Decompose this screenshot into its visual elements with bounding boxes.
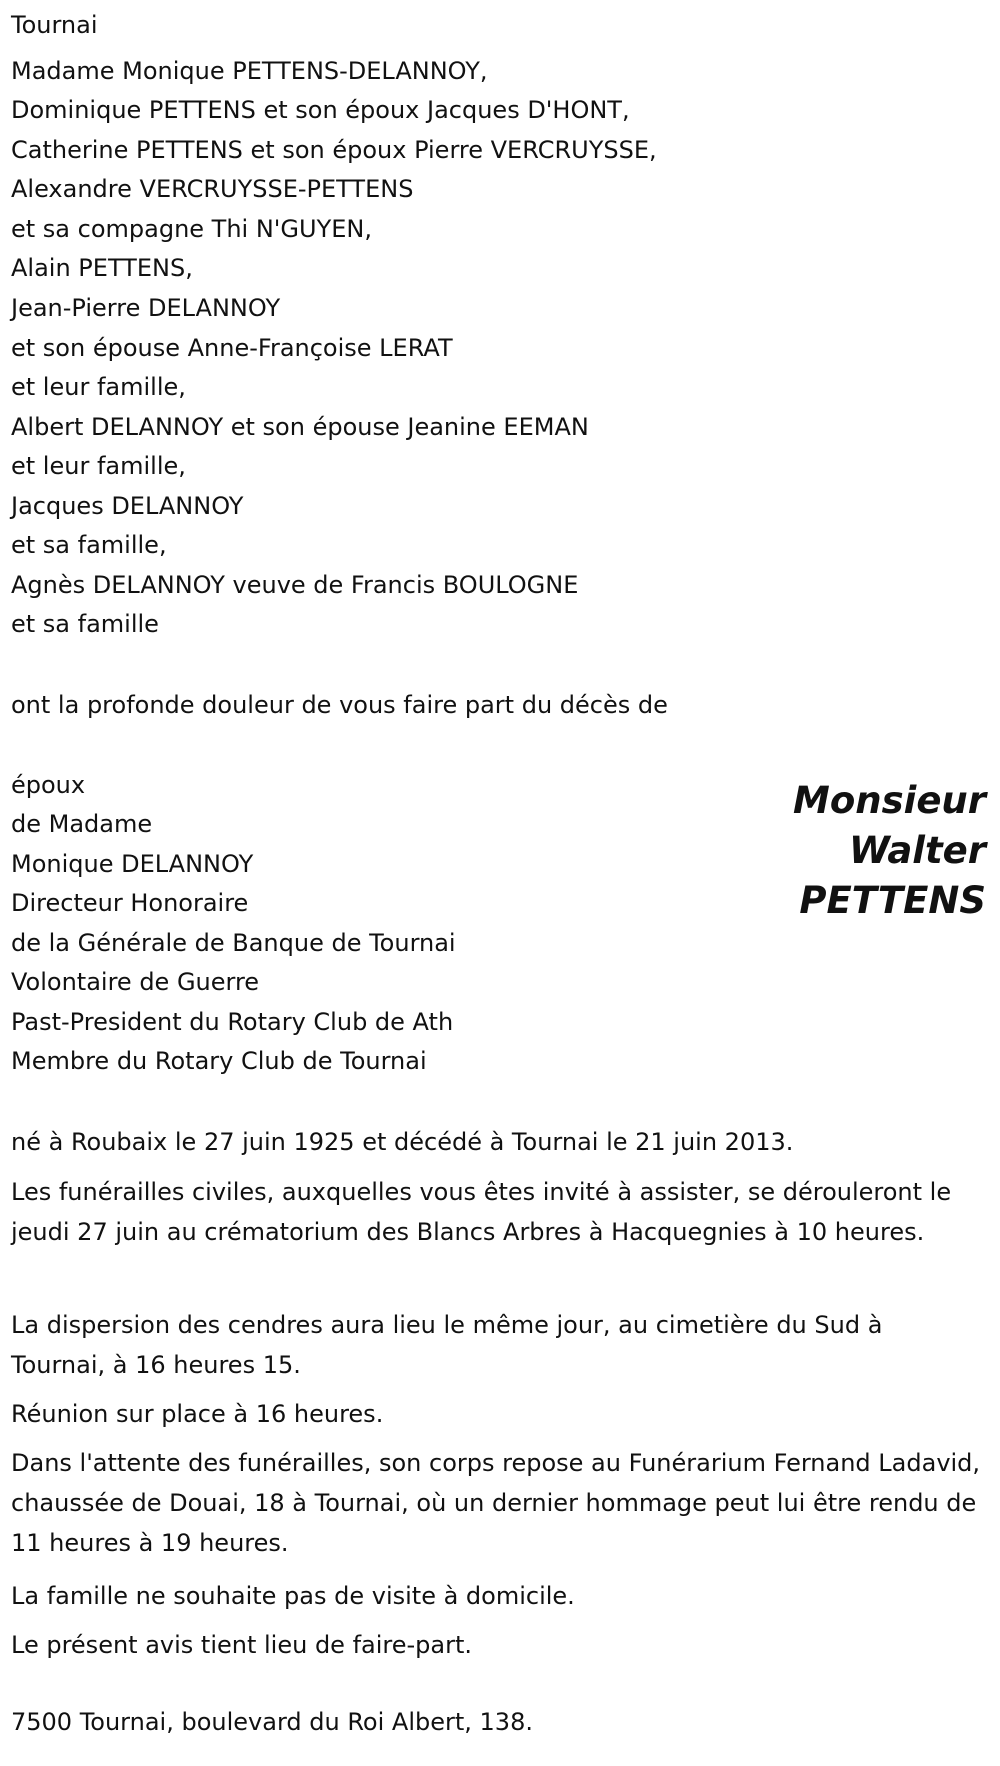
no-visit-paragraph: La famille ne souhaite pas de visite à domicile. [11,1582,575,1610]
family-line: et sa famille, [11,531,167,559]
family-line: et son épouse Anne-Françoise LERAT [11,334,453,362]
detail-line: Past-President du Rotary Club de Ath [11,1008,454,1036]
detail-line: Directeur Honoraire [11,889,249,917]
deceased-first-name: Walter [849,829,986,872]
family-line: Dominique PETTENS et son époux Jacques D'HONT, [11,96,630,124]
announcement: ont la profonde douleur de vous faire part du décès de [11,691,668,719]
detail-line: Monique DELANNOY [11,850,254,878]
family-line: Albert DELANNOY et son épouse Jeanine EEMAN [11,413,589,441]
funerarium-paragraph: Dans l'attente des funérailles, son corps repose au Funérarium Fernand Ladavid, chaussée de Douai, 18 à Tournai, où un dernier hommage peut lui être rendu de 11 heures à 19 heures. [11,1449,981,1557]
family-line: Alain PETTENS, [11,254,193,282]
family-line: et sa famille [11,610,159,638]
detail-line: Membre du Rotary Club de Tournai [11,1047,427,1075]
deceased-last-name: PETTENS [799,879,986,922]
family-line: et leur famille, [11,373,186,401]
family-line: Alexandre VERCRUYSSE-PETTENS [11,175,414,203]
birth-death-line: né à Roubaix le 27 juin 1925 et décédé à Tournai le 21 juin 2013. [11,1128,794,1156]
city-header: Tournai [11,11,98,39]
address-line: 7500 Tournai, boulevard du Roi Albert, 138. [11,1708,533,1736]
family-line: Madame Monique PETTENS-DELANNOY, [11,57,488,85]
meeting-paragraph: Réunion sur place à 16 heures. [11,1400,384,1428]
detail-line: de Madame [11,810,153,838]
deceased-title: Monsieur [793,779,986,822]
funeral-paragraph: Les funérailles civiles, auxquelles vous êtes invité à assister, se dérouleront le jeudi 27 juin au crématorium des Blancs Arbres à Hacquegnies à 10 heures. [11,1178,952,1246]
family-line: Agnès DELANNOY veuve de Francis BOULOGNE [11,571,579,599]
detail-line: époux [11,771,86,799]
family-line: et leur famille, [11,452,186,480]
ashes-paragraph: La dispersion des cendres aura lieu le même jour, au cimetière du Sud à Tournai, à 16 heures 15. [11,1311,883,1379]
family-line: Jean-Pierre DELANNOY [11,294,281,322]
detail-line: Volontaire de Guerre [11,968,260,996]
family-line: Catherine PETTENS et son époux Pierre VERCRUYSSE, [11,136,657,164]
detail-line: de la Générale de Banque de Tournai [11,929,456,957]
deceased-name [793,776,986,926]
notice-paragraph: Le présent avis tient lieu de faire-part. [11,1631,473,1659]
family-line: Jacques DELANNOY [11,492,244,520]
family-line: et sa compagne Thi N'GUYEN, [11,215,372,243]
